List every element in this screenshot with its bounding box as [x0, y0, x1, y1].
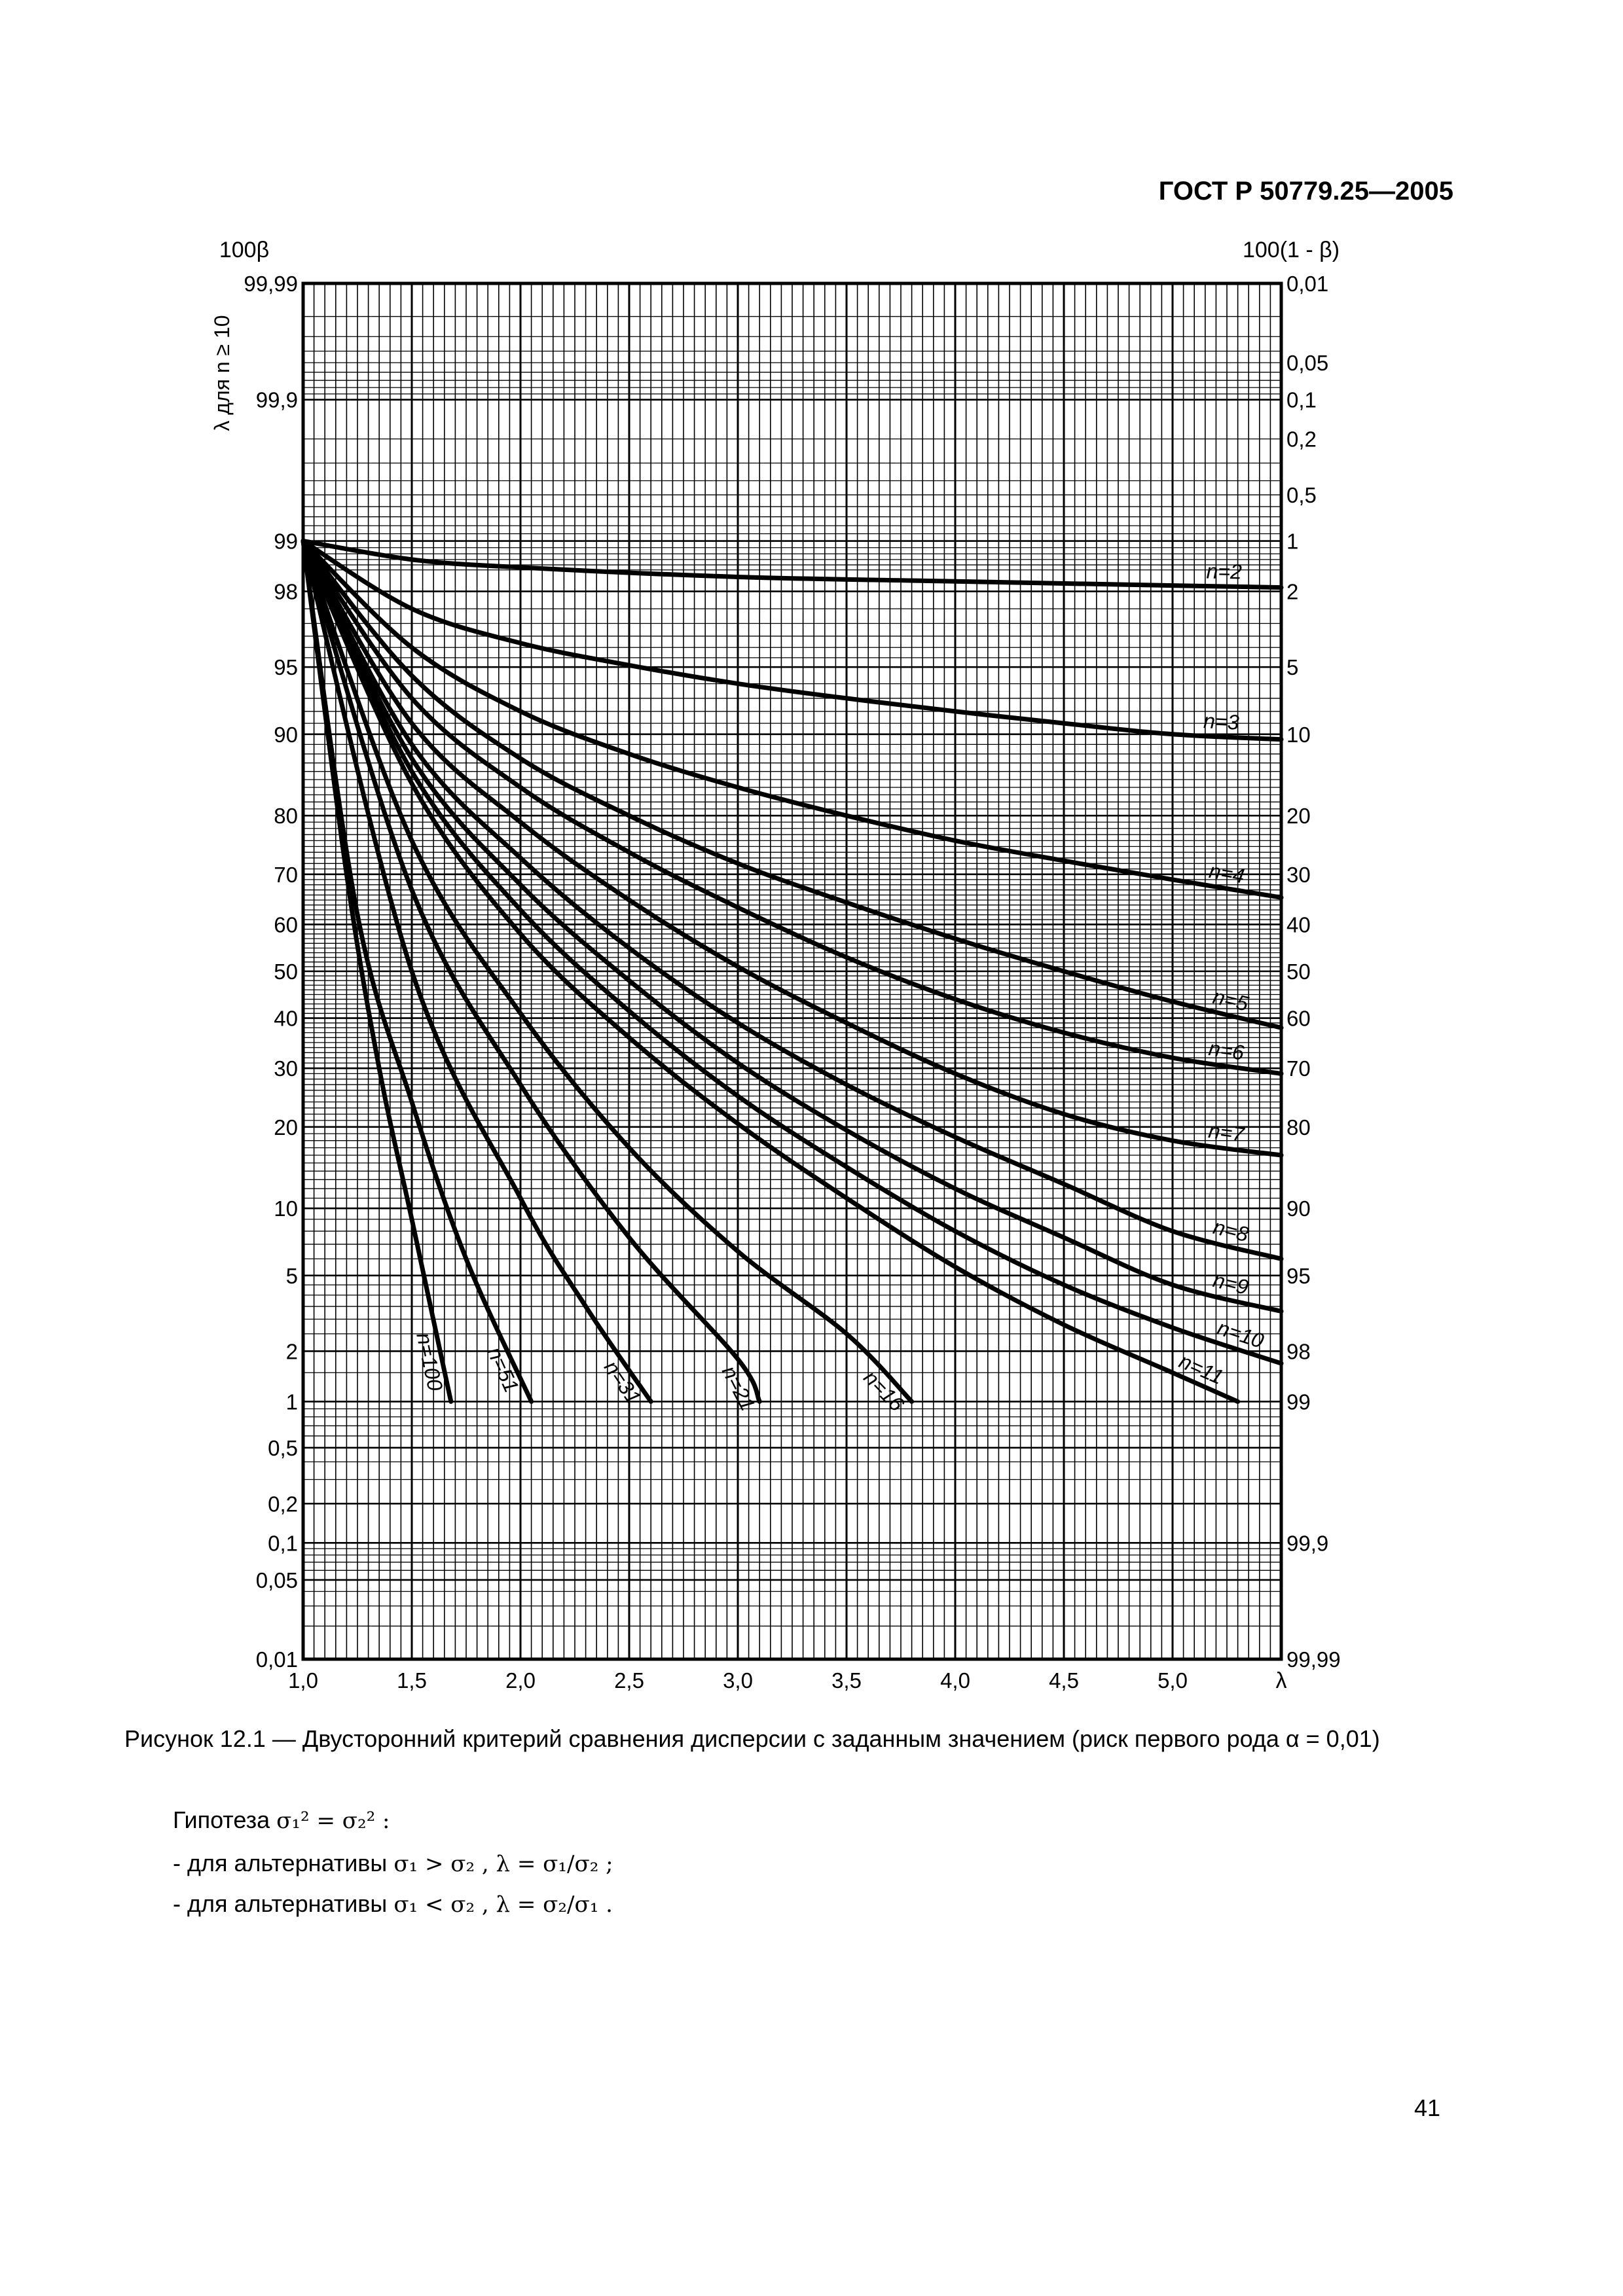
- curve-label: n=6: [1207, 1036, 1246, 1065]
- x-axis-title: λ: [1275, 1668, 1287, 1693]
- curve-label-group: [1211, 1268, 1250, 1299]
- y-tick-label-left: 0,2: [268, 1492, 298, 1516]
- y-tick-label-right: 20: [1286, 804, 1311, 829]
- y-tick-label-left: 10: [274, 1196, 298, 1221]
- hypothesis-label: Гипотеза: [173, 1806, 270, 1833]
- y-axis-right-title: 100(1 - β): [1242, 238, 1340, 262]
- y-tick-label-right: 40: [1286, 912, 1311, 937]
- x-tick-label: 3,0: [723, 1668, 753, 1693]
- y-tick-label-right: 99,99: [1286, 1647, 1341, 1672]
- y-tick-label-left: 70: [274, 862, 298, 887]
- y-tick-label-left: 80: [274, 804, 298, 829]
- x-tick-label: 4,5: [1049, 1668, 1079, 1693]
- x-tick-label: 1,0: [288, 1668, 318, 1693]
- x-tick-label: 4,0: [940, 1668, 970, 1693]
- curve-label: n=9: [1211, 1268, 1251, 1299]
- y-tick-label-left: 95: [274, 655, 298, 680]
- y-tick-label-left: 60: [274, 912, 298, 937]
- curve-label: n=2: [1206, 559, 1243, 584]
- y-tick-label-left: 0,05: [255, 1568, 298, 1592]
- curve-label: n=16: [859, 1365, 909, 1416]
- curve-label: n=5: [1211, 984, 1251, 1016]
- y-tick-label-left: 1: [285, 1390, 298, 1414]
- y-tick-label-right: 0,05: [1286, 351, 1329, 376]
- curve-label: n=31: [599, 1356, 646, 1408]
- y-tick-label-right: 0,2: [1286, 427, 1317, 452]
- y-tick-label-right: 70: [1286, 1056, 1311, 1081]
- x-tick-label: 3,5: [831, 1668, 862, 1693]
- figure-caption: Рисунок 12.1 — Двусторонний критерий сравнения дисперсии с заданным значением (риск первого рода α = 0,01): [124, 1725, 1380, 1752]
- y-tick-label-right: 60: [1286, 1006, 1311, 1031]
- y-tick-label-right: 30: [1286, 862, 1311, 887]
- curve-label-group: [1214, 1316, 1267, 1353]
- alternative-2-formula: σ₁ < σ₂ , λ = σ₂/σ₁ .: [393, 1892, 613, 1918]
- y-tick-label-right: 50: [1286, 960, 1311, 984]
- y-tick-label-right: 2: [1286, 579, 1299, 604]
- y-tick-label-right: 10: [1286, 722, 1311, 747]
- alternative-1-label: - для альтернативы: [173, 1850, 388, 1876]
- alternative-1-line: [173, 1850, 613, 1877]
- curve-label: n=3: [1203, 709, 1240, 734]
- y-tick-label-right: 80: [1286, 1115, 1311, 1139]
- y-tick-label-right: 99,9: [1286, 1531, 1329, 1556]
- curve-label-group: [1207, 1036, 1246, 1064]
- y-tick-label-right: 5: [1286, 655, 1299, 680]
- y-tick-label-left: 0,1: [268, 1531, 298, 1556]
- y-tick-label-right: 99: [1286, 1390, 1311, 1414]
- curve-label-group: [1207, 859, 1246, 888]
- y-tick-label-left: 20: [274, 1115, 298, 1139]
- page-number: 41: [1413, 2094, 1440, 2121]
- y-tick-label-left: 2: [285, 1339, 298, 1364]
- y-tick-label-right: 98: [1286, 1339, 1311, 1364]
- document-header: ГОСТ Р 50779.25—2005: [1158, 177, 1453, 206]
- y-tick-label-left: 90: [274, 722, 298, 747]
- y-tick-label-left: 0,01: [255, 1647, 298, 1672]
- x-tick-label: 5,0: [1158, 1668, 1188, 1693]
- curve-label: n=100: [412, 1330, 448, 1393]
- x-tick-label: 1,5: [397, 1668, 427, 1693]
- alternative-2-label: - для альтернативы: [173, 1890, 388, 1917]
- y-tick-label-left: 99,99: [244, 272, 298, 296]
- y-tick-label-left: 40: [274, 1006, 298, 1031]
- hypothesis-line: [173, 1806, 390, 1834]
- y-tick-label-left: 5: [285, 1263, 298, 1288]
- curve-label: n=11: [1175, 1349, 1228, 1390]
- alternative-2-line: [173, 1890, 613, 1918]
- y-tick-label-right: 0,5: [1286, 483, 1317, 508]
- curve-label-group: [1207, 1119, 1247, 1147]
- curve-label: n=10: [1214, 1316, 1267, 1353]
- y-tick-label-left: 30: [274, 1056, 298, 1081]
- y-tick-label-left: 98: [274, 579, 298, 604]
- y-tick-label-right: 1: [1286, 529, 1299, 554]
- y-tick-label-left: 0,5: [268, 1435, 298, 1460]
- y-tick-label-right: 90: [1286, 1196, 1311, 1221]
- curve-label-group: [1203, 709, 1239, 734]
- y-tick-label-left: 99: [274, 529, 298, 554]
- y-axis-left-title: 100β: [219, 238, 270, 262]
- curve-label: n=51: [483, 1343, 524, 1396]
- x-tick-label: 2,5: [614, 1668, 644, 1693]
- curve-label: n=4: [1207, 859, 1247, 888]
- curve-label: n=7: [1207, 1119, 1246, 1147]
- x-tick-label: 2,0: [505, 1668, 536, 1693]
- y-tick-label-right: 95: [1286, 1263, 1311, 1288]
- y-tick-label-right: 0,01: [1286, 272, 1329, 296]
- y-tick-label-left: 99,9: [255, 387, 298, 412]
- alternative-1-formula: σ₁ > σ₂ , λ = σ₁/σ₂ ;: [393, 1851, 613, 1877]
- y-tick-label-right: 0,1: [1286, 387, 1317, 412]
- curve-label-group: [412, 1331, 447, 1393]
- curve-label: n=8: [1211, 1215, 1252, 1247]
- y-tick-label-left: 50: [274, 960, 298, 984]
- hypothesis-formula: σ₁² = σ₂² :: [276, 1808, 390, 1834]
- y-axis-side-label: λ для n ≥ 10: [210, 315, 234, 431]
- curve-label-group: [1206, 559, 1242, 583]
- curve-label: n=21: [717, 1361, 760, 1415]
